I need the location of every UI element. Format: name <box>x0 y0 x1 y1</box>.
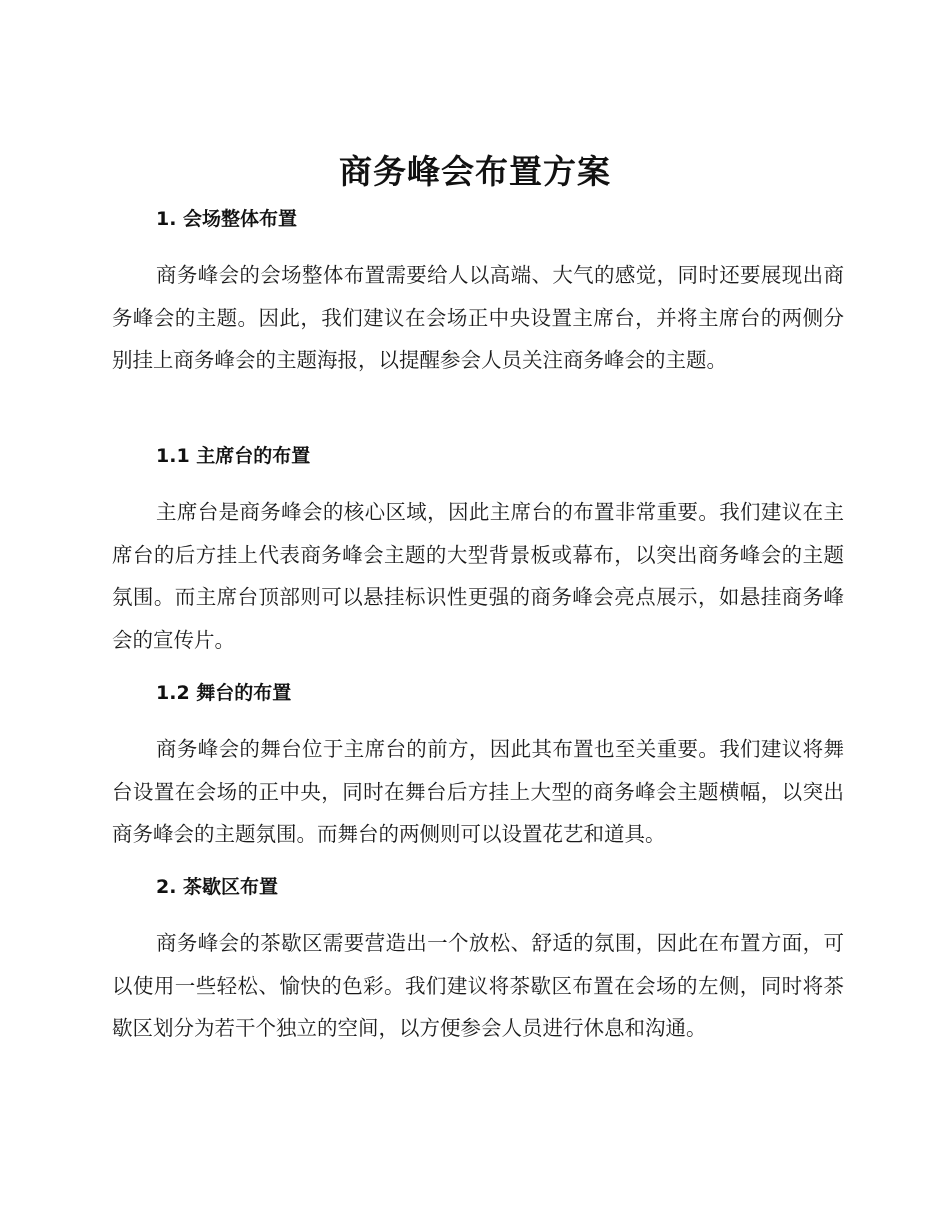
section-paragraph-stage: 商务峰会的舞台位于主席台的前方，因此其布置也至关重要。我们建议将舞台设置在会场的正中央，同时在舞台后方挂上大型的商务峰会主题横幅，以突出商务峰会的主题氛围。而舞台的两侧则可以设置花艺和道具。 <box>112 737 844 846</box>
section-heading-venue-overall: 1. 会场整体布置 <box>156 208 298 230</box>
section-heading-main-podium: 1.1 主席台的布置 <box>156 445 311 467</box>
section-heading-stage: 1.2 舞台的布置 <box>156 682 292 704</box>
section-paragraph-main-podium: 主席台是商务峰会的核心区域，因此主席台的布置非常重要。我们建议在主席台的后方挂上代表商务峰会主题的大型背景板或幕布，以突出商务峰会的主题氛围。而主席台顶部则可以悬挂标识性更强的商务峰会亮点展示，如悬挂商务峰会的宣传片。 <box>112 500 844 652</box>
section-heading-tea-break: 2. 茶歇区布置 <box>156 876 279 898</box>
document-title: 商务峰会布置方案 <box>339 152 611 191</box>
section-paragraph-venue-overall: 商务峰会的会场整体布置需要给人以高端、大气的感觉，同时还要展现出商务峰会的主题。因此，我们建议在会场正中央设置主席台，并将主席台的两侧分别挂上商务峰会的主题海报，以提醒参会人员关注商务峰会的主题。 <box>112 263 844 372</box>
section-paragraph-tea-break: 商务峰会的茶歇区需要营造出一个放松、舒适的氛围，因此在布置方面，可以使用一些轻松、愉快的色彩。我们建议将茶歇区布置在会场的左侧，同时将茶歇区划分为若干个独立的空间，以方便参会人员进行休息和沟通。 <box>112 931 844 1040</box>
